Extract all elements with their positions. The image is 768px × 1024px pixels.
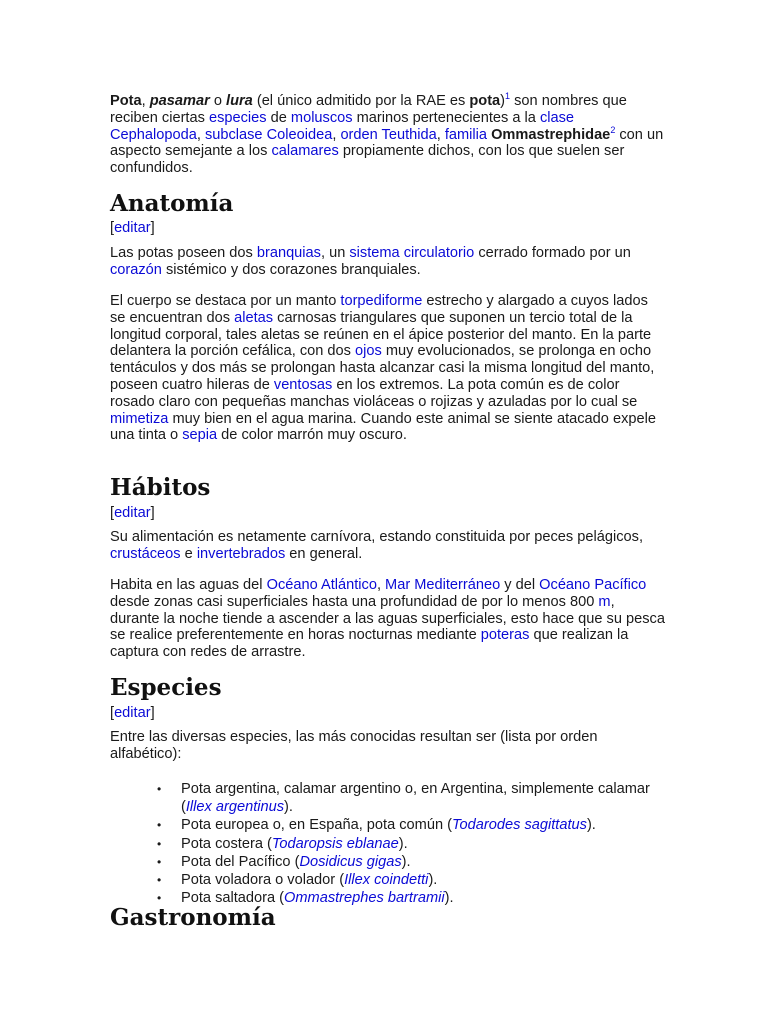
link-dosidicus-gigas[interactable]: Dosidicus gigas (299, 853, 402, 870)
intro-text: ) (500, 93, 506, 109)
intro-text: marinos pertenecientes a la (352, 109, 540, 126)
link-todaropsis-eblanae[interactable]: Todaropsis eblanae (271, 835, 399, 852)
body-text: estrecho y alargado a cuyos lados se encuentran dos (110, 293, 648, 326)
term-pota-rae: pota (469, 93, 501, 109)
body-text: muy evolucionados, se prolonga en ocho tentáculos y dos más se prolongan hasta alcanzar casi la misma longitud del manto, poseen cuatro hileras de (110, 343, 655, 393)
footnote-2-link[interactable]: 2 (610, 124, 616, 135)
habitos-paragraph-1 (110, 529, 666, 563)
intro-text: , (141, 93, 150, 109)
edit-bracket: [ (110, 505, 115, 521)
species-text: Pota del Pacífico ( (181, 853, 300, 870)
species-text: Pota voladora o volador ( (181, 872, 345, 889)
heading-anatomia: Anatomía (110, 190, 234, 217)
species-list (110, 780, 670, 907)
species-text: ). (398, 835, 408, 852)
body-text: carnosas triangulares que suponen un tercio total de la longitud corporal, tales aletas se reúnen en el ápice posterior del manto. En la parte delantera la porción cefálica, con dos (110, 309, 652, 360)
link-invertebrados[interactable]: invertebrados (196, 545, 286, 562)
heading-gastronomia: Gastronomía (110, 904, 276, 931)
link-especies[interactable]: especies (208, 109, 267, 126)
link-illex-coindetti[interactable]: Illex coindetti (344, 872, 429, 889)
intro-text: , (196, 126, 205, 143)
heading-habitos: Hábitos (110, 474, 211, 501)
edit-link-habitos[interactable]: editar (114, 505, 151, 521)
edit-bracket: ] (150, 505, 155, 521)
link-sistema-circulatorio[interactable]: sistema circulatorio (349, 245, 475, 261)
link-moluscos[interactable]: moluscos (290, 109, 353, 126)
intro-text: son nombres que reciben ciertas (110, 93, 627, 126)
body-text: , (376, 577, 386, 593)
species-text: ). (284, 799, 293, 816)
link-familia[interactable]: familia (444, 126, 488, 143)
link-todarodes-sagittatus[interactable]: Todarodes sagittatus (451, 817, 587, 834)
species-text: ). (401, 853, 411, 870)
term-ommastrephidae: Ommastrephidae (491, 126, 611, 143)
body-text: en los extremos. La pota común es de color rosado claro con pequeñas manchas violáceas o rojizas y azuladas por lo cual se (110, 376, 638, 410)
species-text: Pota saltadora ( (181, 890, 285, 907)
edit-bracket: [ (110, 220, 115, 236)
species-text: ). (586, 817, 596, 834)
intro-text: , (332, 126, 341, 143)
species-text: ). (444, 890, 454, 907)
link-ojos[interactable]: ojos (355, 343, 382, 360)
link-metro[interactable]: m (598, 593, 611, 610)
link-aletas[interactable]: aletas (234, 309, 274, 326)
link-mar-mediterraneo[interactable]: Mar Mediterráneo (385, 577, 501, 593)
link-sepia[interactable]: sepia (182, 427, 218, 444)
body-text: cerrado formado por un (474, 245, 631, 261)
heading-especies: Especies (110, 674, 222, 701)
species-text: ). (428, 872, 438, 889)
body-text: El cuerpo se destaca por un manto (110, 293, 341, 309)
body-text: desde zonas casi superficiales hasta una profundidad de por lo menos 800 (110, 593, 599, 610)
term-lura: lura (226, 93, 253, 109)
link-ommastrephes-bartramii[interactable]: Ommastrephes bartramii (284, 890, 445, 907)
link-ventosas[interactable]: ventosas (273, 376, 333, 393)
link-torpediforme[interactable]: torpediforme (340, 293, 423, 309)
link-subclase-coleoidea[interactable]: subclase Coleoidea (204, 126, 333, 143)
bullet-icon: • (157, 818, 162, 833)
edit-link-anatomia[interactable]: editar (114, 220, 151, 236)
body-text: en general. (285, 545, 363, 562)
link-mimetiza[interactable]: mimetiza (110, 410, 169, 427)
bullet-icon: • (157, 782, 162, 796)
species-text: Pota europea o, en España, pota común ( (181, 817, 452, 834)
list-item (110, 816, 670, 834)
edit-section-anatomia (110, 220, 666, 237)
body-text: , durante la noche tiende a ascender a las aguas superficiales, esto hace que su pesca se realice preferentemente en horas nocturnas mediante (110, 593, 665, 644)
body-text: Habita en las aguas del (110, 577, 267, 593)
link-oceano-pacifico[interactable]: Océano Pacífico (539, 577, 647, 593)
intro-text: , (436, 126, 445, 143)
intro-text: de (266, 109, 291, 126)
bullet-icon: • (157, 891, 162, 906)
link-oceano-atlantico[interactable]: Océano Atlántico (266, 577, 377, 593)
species-text: Pota costera ( (181, 835, 272, 852)
link-corazon[interactable]: corazón (110, 261, 162, 278)
link-crustaceos[interactable]: crustáceos (110, 545, 181, 562)
footnote-1-link[interactable]: 1 (505, 91, 511, 101)
anatomia-paragraph-2 (110, 293, 666, 444)
body-text: de color marrón muy oscuro. (217, 427, 407, 444)
term-pasamar: pasamar (149, 93, 210, 109)
edit-section-habitos (110, 505, 666, 522)
list-item (110, 853, 670, 871)
body-text: e (180, 545, 197, 562)
edit-bracket: ] (150, 220, 155, 236)
list-item (110, 780, 670, 816)
anatomia-paragraph-1 (110, 245, 666, 279)
link-illex-argentinus[interactable]: Illex argentinus (185, 799, 285, 816)
body-text: sistémico y dos corazones branquiales. (161, 261, 421, 278)
bullet-icon: • (157, 873, 162, 888)
bullet-icon: • (157, 854, 162, 869)
especies-intro: Entre las diversas especies, las más conocidas resultan ser (lista por orden alfabético): (110, 729, 598, 762)
body-text: , un (320, 245, 350, 261)
species-text: Pota argentina, calamar argentino o, en Argentina, simplemente calamar ( (181, 781, 650, 816)
link-branquias[interactable]: branquias (256, 245, 321, 261)
body-text: Las potas poseen dos (110, 245, 257, 261)
link-poteras[interactable]: poteras (480, 627, 530, 644)
intro-text: (el único admitido por la RAE es (252, 93, 470, 109)
edit-bracket: ] (150, 705, 155, 721)
intro-text: propiamente dichos, con los que suelen ser confundidos. (110, 143, 625, 177)
list-item (110, 871, 670, 889)
term-pota: Pota (110, 93, 142, 109)
body-text: muy bien en el agua marina. Cuando este animal se siente atacado expele una tinta o (110, 410, 656, 444)
link-calamares[interactable]: calamares (271, 143, 339, 160)
body-text: y del (500, 577, 540, 593)
intro-paragraph (110, 93, 666, 177)
link-orden-teuthida[interactable]: orden Teuthida (340, 126, 437, 143)
edit-link-especies[interactable]: editar (114, 705, 151, 721)
edit-section-especies (110, 705, 666, 722)
bullet-icon: • (157, 836, 162, 851)
list-item (110, 835, 670, 853)
intro-text: o (209, 93, 227, 109)
link-clase-cephalopoda[interactable]: clase Cephalopoda (110, 109, 575, 143)
intro-text: con un aspecto semejante a los (110, 126, 664, 160)
edit-bracket: [ (110, 705, 115, 721)
body-text: Su alimentación es netamente carnívora, estando constituida por peces pelágicos, (110, 529, 643, 545)
habitos-paragraph-2 (110, 577, 666, 661)
body-text: que realizan la captura con redes de arrastre. (110, 627, 629, 661)
